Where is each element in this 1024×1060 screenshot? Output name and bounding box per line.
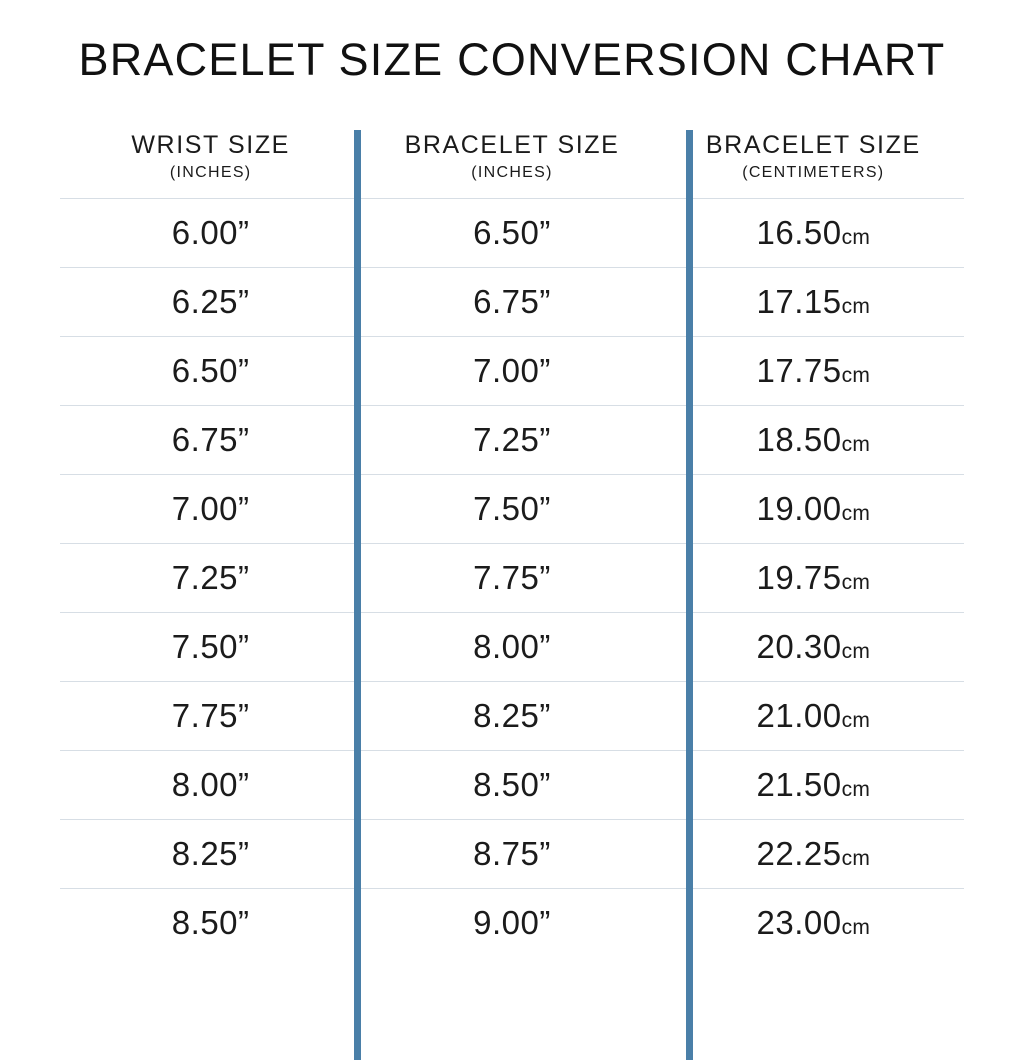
cell-bracelet-centimeters xyxy=(663,681,964,750)
cell-value: 17.75 xyxy=(756,351,842,389)
size-chart-page xyxy=(0,34,1024,1058)
cell-bracelet-centimeters xyxy=(663,888,964,957)
size-conversion-table xyxy=(60,122,964,957)
cell-bracelet-centimeters xyxy=(663,405,964,474)
cell-bracelet-centimeters xyxy=(663,474,964,543)
cell-bracelet-inches: 7.00” xyxy=(361,336,662,405)
cell-wrist-inches: 8.50” xyxy=(60,888,361,957)
cell-value: 18.50 xyxy=(756,420,842,458)
table-body xyxy=(60,198,964,957)
cell-wrist-inches: 7.25” xyxy=(60,543,361,612)
cell-value: 19.00 xyxy=(756,489,842,527)
table-row xyxy=(60,750,964,819)
cell-bracelet-centimeters xyxy=(663,336,964,405)
table-row xyxy=(60,336,964,405)
cell-bracelet-inches: 7.50” xyxy=(361,474,662,543)
unit-label: cm xyxy=(841,432,871,456)
cell-bracelet-centimeters xyxy=(663,750,964,819)
table-row xyxy=(60,543,964,612)
cell-wrist-inches: 7.00” xyxy=(60,474,361,543)
cell-value: 16.50 xyxy=(756,213,842,251)
table-row xyxy=(60,405,964,474)
cell-bracelet-inches: 8.00” xyxy=(361,612,662,681)
cell-bracelet-inches: 6.75” xyxy=(361,267,662,336)
column-header-bracelet-centimeters xyxy=(663,122,964,198)
table-row xyxy=(60,612,964,681)
cell-wrist-inches: 8.00” xyxy=(60,750,361,819)
column-header-bracelet-inches xyxy=(361,122,662,198)
column-divider-1 xyxy=(354,130,361,1060)
cell-value: 21.50 xyxy=(756,765,842,803)
cell-bracelet-inches: 9.00” xyxy=(361,888,662,957)
table-header-row xyxy=(60,122,964,198)
unit-label: cm xyxy=(841,225,871,249)
cell-bracelet-centimeters xyxy=(663,267,964,336)
table-header xyxy=(60,122,964,198)
table-row xyxy=(60,267,964,336)
cell-wrist-inches: 7.50” xyxy=(60,612,361,681)
unit-label: cm xyxy=(841,363,871,387)
cell-wrist-inches: 8.25” xyxy=(60,819,361,888)
cell-bracelet-centimeters xyxy=(663,543,964,612)
column-header-sub: (INCHES) xyxy=(169,163,252,181)
column-divider-2 xyxy=(686,130,693,1060)
table-row xyxy=(60,474,964,543)
cell-value: 17.15 xyxy=(756,282,842,320)
column-header-main: WRIST SIZE xyxy=(131,131,290,159)
cell-wrist-inches: 6.25” xyxy=(60,267,361,336)
column-header-main: BRACELET SIZE xyxy=(705,131,921,159)
cell-value: 20.30 xyxy=(756,627,842,665)
column-header-wrist-inches xyxy=(60,122,361,198)
cell-bracelet-inches: 8.75” xyxy=(361,819,662,888)
unit-label: cm xyxy=(841,846,871,870)
cell-bracelet-centimeters xyxy=(663,198,964,267)
table-row xyxy=(60,198,964,267)
cell-value: 19.75 xyxy=(756,558,842,596)
unit-label: cm xyxy=(841,294,871,318)
cell-bracelet-inches: 7.75” xyxy=(361,543,662,612)
conversion-table-wrapper xyxy=(60,122,964,957)
unit-label: cm xyxy=(841,570,871,594)
unit-label: cm xyxy=(841,777,871,801)
cell-value: 22.25 xyxy=(756,834,842,872)
cell-wrist-inches: 6.75” xyxy=(60,405,361,474)
cell-wrist-inches: 6.50” xyxy=(60,336,361,405)
cell-wrist-inches: 6.00” xyxy=(60,198,361,267)
page-title: BRACELET SIZE CONVERSION CHART xyxy=(78,34,946,85)
cell-bracelet-inches: 8.50” xyxy=(361,750,662,819)
cell-wrist-inches: 7.75” xyxy=(60,681,361,750)
table-row xyxy=(60,681,964,750)
cell-bracelet-inches: 6.50” xyxy=(361,198,662,267)
column-header-sub: (INCHES) xyxy=(471,163,553,181)
cell-value: 23.00 xyxy=(756,903,842,941)
cell-bracelet-inches: 8.25” xyxy=(361,681,662,750)
cell-value: 21.00 xyxy=(756,696,842,734)
cell-bracelet-inches: 7.25” xyxy=(361,405,662,474)
unit-label: cm xyxy=(841,708,871,732)
unit-label: cm xyxy=(841,501,871,525)
table-row xyxy=(60,888,964,957)
unit-label: cm xyxy=(841,915,871,939)
table-row xyxy=(60,819,964,888)
column-header-main: BRACELET SIZE xyxy=(404,131,620,159)
unit-label: cm xyxy=(841,639,871,663)
cell-bracelet-centimeters xyxy=(663,819,964,888)
cell-bracelet-centimeters xyxy=(663,612,964,681)
column-header-sub: (CENTIMETERS) xyxy=(742,163,885,181)
